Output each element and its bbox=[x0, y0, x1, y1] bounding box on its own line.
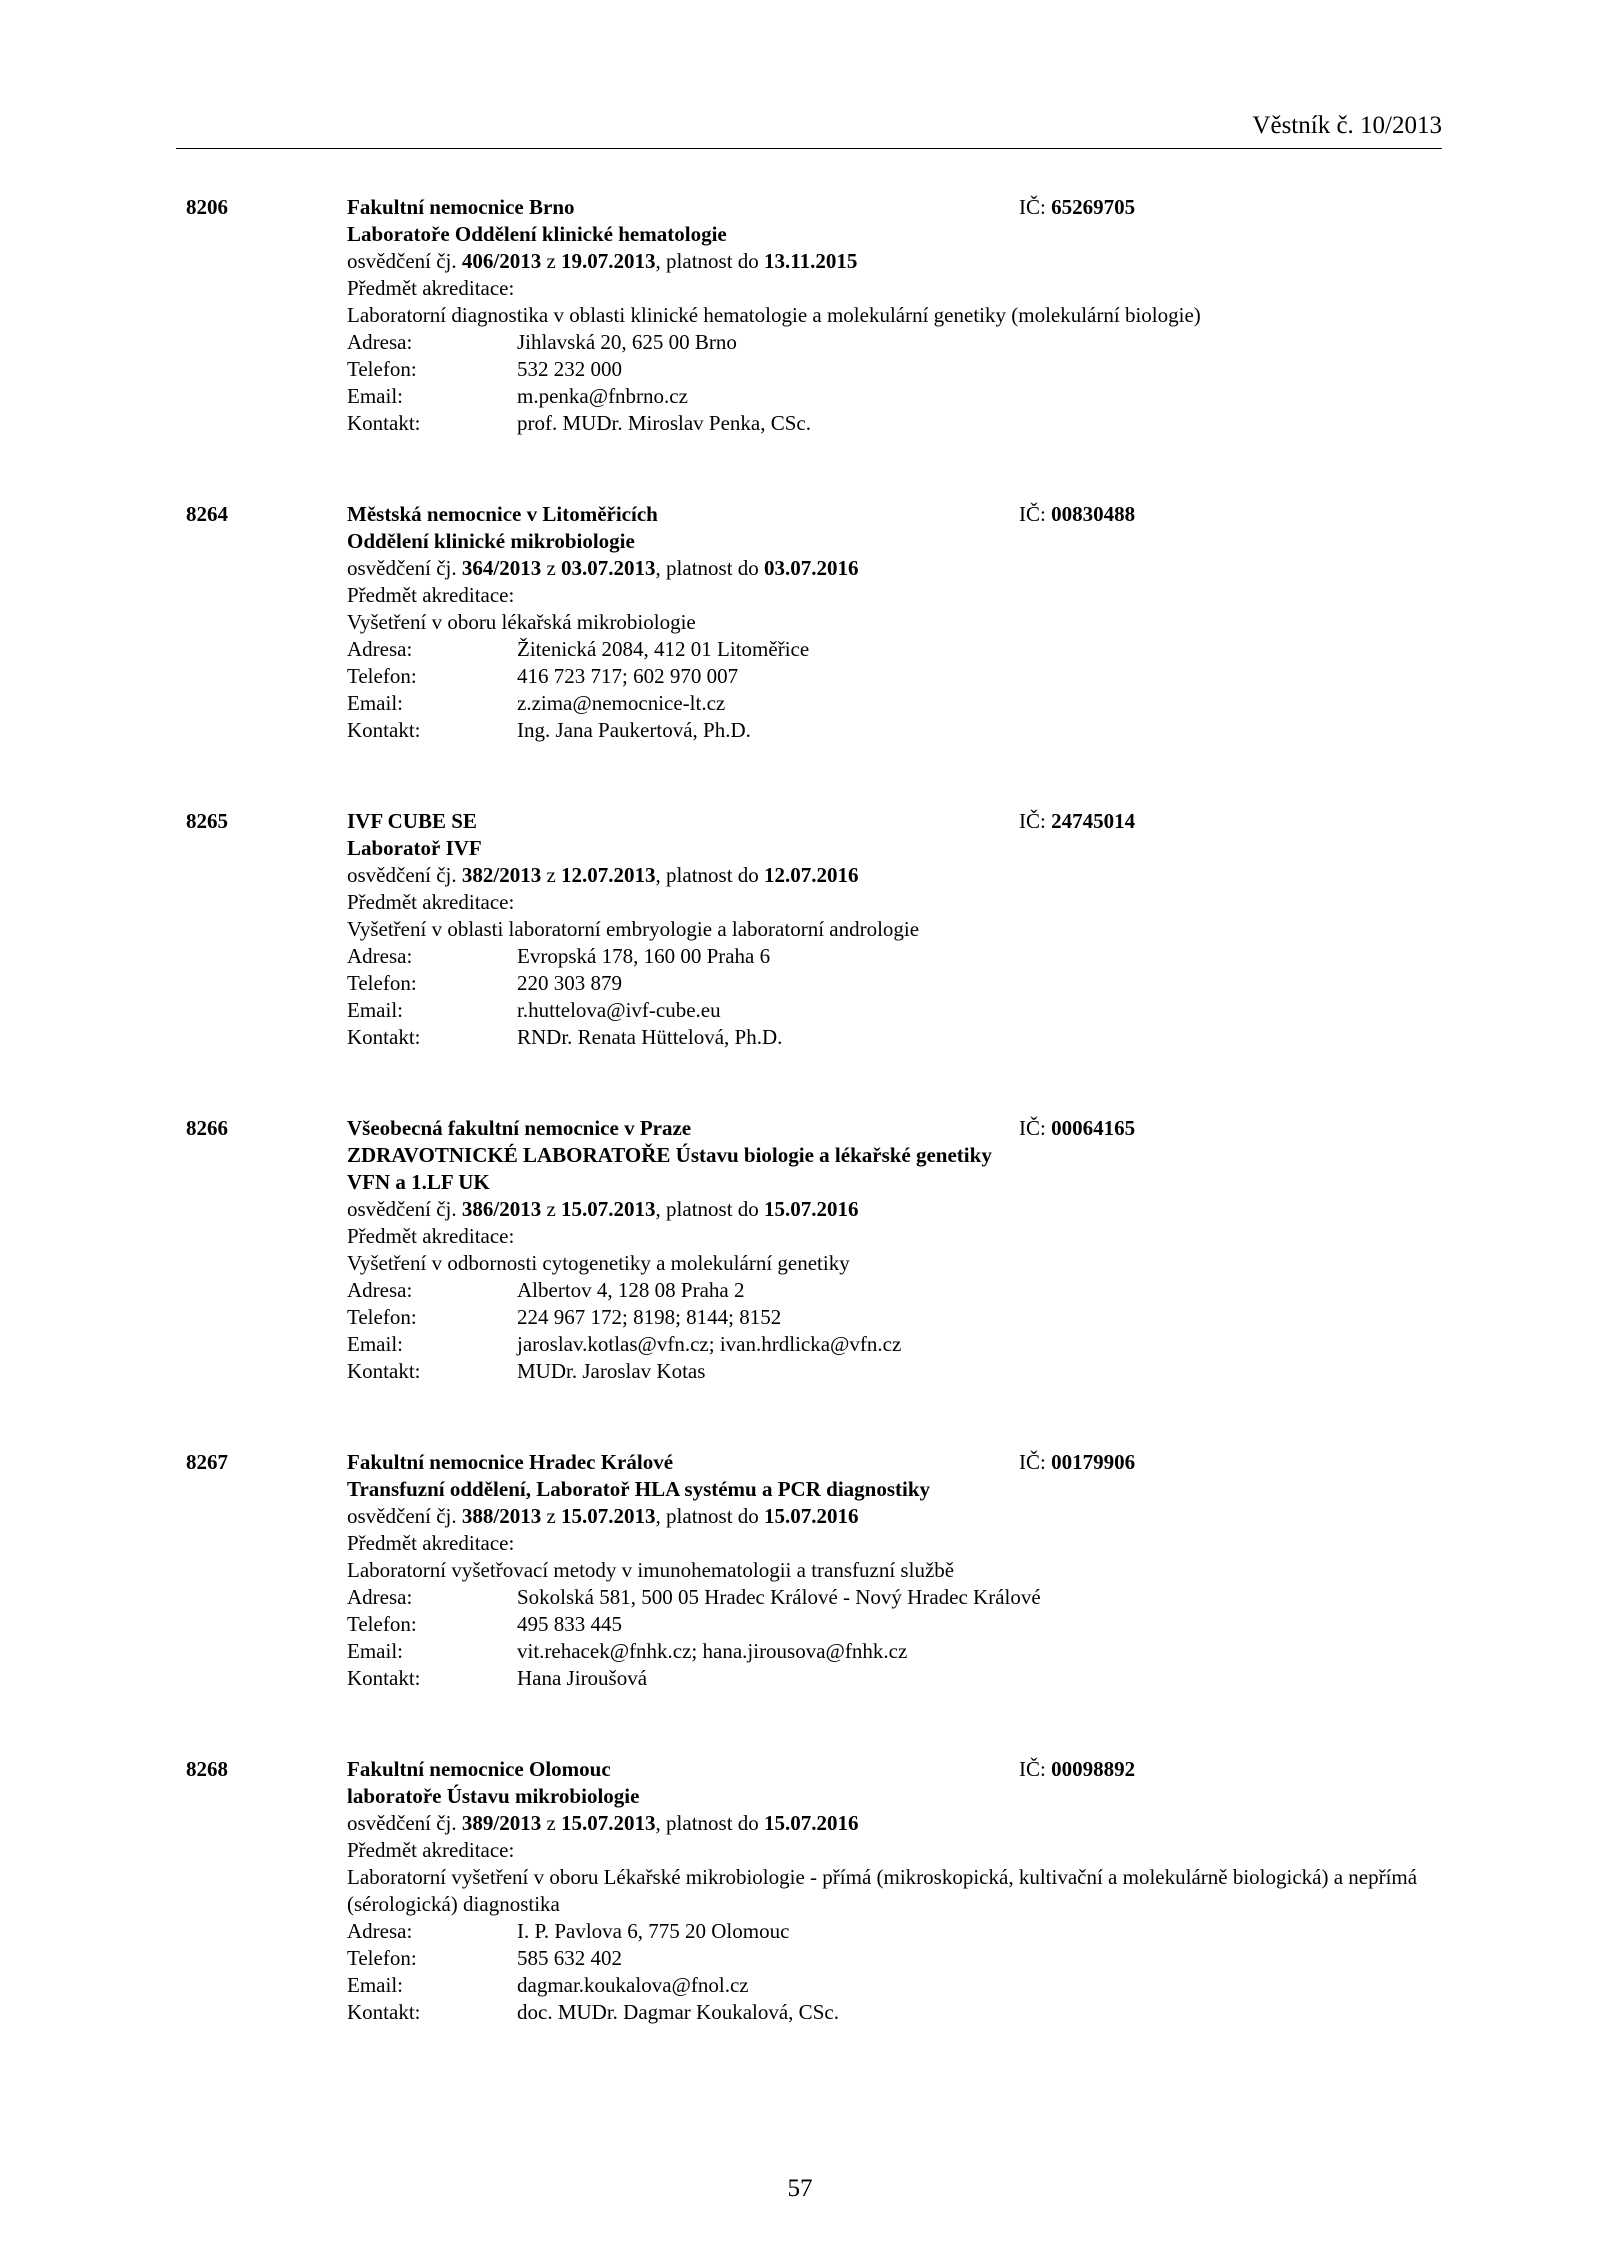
organization-name: Fakultní nemocnice Brno bbox=[347, 195, 575, 219]
phone-label: Telefon: bbox=[347, 357, 417, 381]
address-label: Adresa: bbox=[347, 330, 413, 354]
ico-value: 65269705 bbox=[1051, 195, 1136, 219]
email-row bbox=[347, 383, 1447, 410]
address-value: I. P. Pavlova 6, 775 20 Olomouc bbox=[517, 1919, 790, 1943]
cert-number: 364/2013 bbox=[461, 556, 542, 580]
entry-body bbox=[347, 1449, 1447, 1692]
contact-row bbox=[347, 1024, 1447, 1051]
subject-label: Předmět akreditace: bbox=[347, 1838, 515, 1862]
contact-row bbox=[347, 717, 1447, 744]
phone-label: Telefon: bbox=[347, 1612, 417, 1636]
contact-value: RNDr. Renata Hüttelová, Ph.D. bbox=[517, 1025, 783, 1049]
phone-value: 220 303 879 bbox=[517, 971, 622, 995]
phone-label: Telefon: bbox=[347, 1305, 417, 1329]
organization-name: Všeobecná fakultní nemocnice v Praze bbox=[347, 1116, 692, 1140]
entry-title-row bbox=[347, 501, 1447, 555]
accreditation-entry bbox=[186, 1115, 1486, 1385]
accreditation-entry bbox=[186, 194, 1486, 437]
phone-value: 224 967 172; 8198; 8144; 8152 bbox=[517, 1305, 782, 1329]
ico-field bbox=[1019, 1115, 1135, 1142]
entry-title-row bbox=[347, 1756, 1447, 1810]
phone-row bbox=[347, 1304, 1447, 1331]
cert-date: 12.07.2013 bbox=[561, 863, 656, 887]
contact-row bbox=[347, 1358, 1447, 1385]
address-row bbox=[347, 329, 1447, 356]
contact-row bbox=[347, 1999, 1447, 2026]
address-label: Adresa: bbox=[347, 637, 413, 661]
organization-name: IVF CUBE SE bbox=[347, 809, 477, 833]
accreditation-entry bbox=[186, 1756, 1486, 2026]
date-prefix: z bbox=[546, 249, 556, 273]
ico-label: IČ: bbox=[1019, 1757, 1046, 1781]
phone-label: Telefon: bbox=[347, 1946, 417, 1970]
entry-number: 8268 bbox=[186, 1757, 228, 1781]
entry-number: 8267 bbox=[186, 1450, 228, 1474]
address-label: Adresa: bbox=[347, 1919, 413, 1943]
subject-text: Laboratorní vyšetřovací metody v imunohematologii a transfuzní službě bbox=[347, 1558, 955, 1582]
address-label: Adresa: bbox=[347, 944, 413, 968]
address-value: Albertov 4, 128 08 Praha 2 bbox=[517, 1278, 745, 1302]
ico-value: 00179906 bbox=[1051, 1450, 1136, 1474]
subject-label: Předmět akreditace: bbox=[347, 583, 515, 607]
email-row bbox=[347, 1972, 1447, 1999]
address-value: Evropská 178, 160 00 Praha 6 bbox=[517, 944, 771, 968]
cert-number: 386/2013 bbox=[461, 1197, 542, 1221]
date-prefix: z bbox=[546, 863, 556, 887]
entry-body bbox=[347, 194, 1447, 437]
validity-prefix: , platnost do bbox=[655, 1811, 759, 1835]
ico-field bbox=[1019, 501, 1135, 528]
address-value: Žitenická 2084, 412 01 Litoměřice bbox=[517, 637, 810, 661]
address-value: Jihlavská 20, 625 00 Brno bbox=[517, 330, 737, 354]
email-value: vit.rehacek@fnhk.cz; hana.jirousova@fnhk.cz bbox=[517, 1639, 908, 1663]
phone-row bbox=[347, 1945, 1447, 1972]
subject-text: Laboratorní diagnostika v oblasti klinické hematologie a molekulární genetiky (molekulární biologie) bbox=[347, 303, 1201, 327]
contact-label: Kontakt: bbox=[347, 411, 421, 435]
date-prefix: z bbox=[546, 556, 556, 580]
department-name: Transfuzní oddělení, Laboratoř HLA systému a PCR diagnostiky bbox=[347, 1477, 931, 1501]
department-name: Laboratoř IVF bbox=[347, 836, 482, 860]
cert-prefix: osvědčení čj. bbox=[347, 1197, 457, 1221]
contact-value: prof. MUDr. Miroslav Penka, CSc. bbox=[517, 411, 811, 435]
validity-prefix: , platnost do bbox=[655, 1504, 759, 1528]
subject-label: Předmět akreditace: bbox=[347, 1531, 515, 1555]
ico-field bbox=[1019, 1449, 1135, 1476]
subject-label: Předmět akreditace: bbox=[347, 890, 515, 914]
certificate-line bbox=[347, 1810, 1447, 1837]
entry-number: 8265 bbox=[186, 809, 228, 833]
cert-number: 382/2013 bbox=[461, 863, 542, 887]
valid-until: 15.07.2016 bbox=[764, 1504, 859, 1528]
subject-text: Vyšetření v oblasti laboratorní embryologie a laboratorní andrologie bbox=[347, 917, 920, 941]
contact-value: MUDr. Jaroslav Kotas bbox=[517, 1359, 706, 1383]
bulletin-title: Věstník č. 10/2013 bbox=[1252, 112, 1442, 139]
email-label: Email: bbox=[347, 384, 403, 408]
certificate-line bbox=[347, 1196, 1447, 1223]
accreditation-entry bbox=[186, 501, 1486, 744]
entry-body bbox=[347, 808, 1447, 1051]
valid-until: 13.11.2015 bbox=[764, 249, 858, 273]
email-value: z.zima@nemocnice-lt.cz bbox=[517, 691, 726, 715]
ico-label: IČ: bbox=[1019, 502, 1046, 526]
subject-label: Předmět akreditace: bbox=[347, 276, 515, 300]
address-row bbox=[347, 1584, 1447, 1611]
email-label: Email: bbox=[347, 1332, 403, 1356]
cert-prefix: osvědčení čj. bbox=[347, 556, 457, 580]
date-prefix: z bbox=[546, 1197, 556, 1221]
ico-value: 24745014 bbox=[1051, 809, 1136, 833]
address-value: Sokolská 581, 500 05 Hradec Králové - Nový Hradec Králové bbox=[517, 1585, 1041, 1609]
phone-label: Telefon: bbox=[347, 971, 417, 995]
certificate-line bbox=[347, 1503, 1447, 1530]
entry-title-row bbox=[347, 1449, 1447, 1503]
email-label: Email: bbox=[347, 1973, 403, 1997]
organization-name: Fakultní nemocnice Olomouc bbox=[347, 1757, 611, 1781]
valid-until: 12.07.2016 bbox=[764, 863, 859, 887]
ico-value: 00098892 bbox=[1051, 1757, 1136, 1781]
contact-row bbox=[347, 410, 1447, 437]
contact-label: Kontakt: bbox=[347, 1359, 421, 1383]
address-label: Adresa: bbox=[347, 1585, 413, 1609]
cert-prefix: osvědčení čj. bbox=[347, 1504, 457, 1528]
phone-row bbox=[347, 1611, 1447, 1638]
email-value: dagmar.koukalova@fnol.cz bbox=[517, 1973, 749, 1997]
organization-name: Městská nemocnice v Litoměřicích bbox=[347, 502, 658, 526]
subject-label: Předmět akreditace: bbox=[347, 1224, 515, 1248]
cert-prefix: osvědčení čj. bbox=[347, 1811, 457, 1835]
ico-value: 00830488 bbox=[1051, 502, 1136, 526]
cert-date: 19.07.2013 bbox=[561, 249, 656, 273]
date-prefix: z bbox=[546, 1504, 556, 1528]
cert-number: 406/2013 bbox=[461, 249, 542, 273]
cert-date: 15.07.2013 bbox=[561, 1504, 656, 1528]
entry-number: 8206 bbox=[186, 195, 228, 219]
certificate-line bbox=[347, 555, 1447, 582]
valid-until: 15.07.2016 bbox=[764, 1197, 859, 1221]
entry-number: 8266 bbox=[186, 1116, 228, 1140]
date-prefix: z bbox=[546, 1811, 556, 1835]
phone-value: 532 232 000 bbox=[517, 357, 622, 381]
cert-date: 03.07.2013 bbox=[561, 556, 656, 580]
email-row bbox=[347, 1331, 1447, 1358]
address-row bbox=[347, 1918, 1447, 1945]
ico-field bbox=[1019, 1756, 1135, 1783]
entry-title-row bbox=[347, 808, 1447, 862]
validity-prefix: , platnost do bbox=[655, 556, 759, 580]
cert-number: 388/2013 bbox=[461, 1504, 542, 1528]
contact-row bbox=[347, 1665, 1447, 1692]
entry-title-row bbox=[347, 1115, 1447, 1196]
contact-value: Hana Jiroušová bbox=[517, 1666, 648, 1690]
address-label: Adresa: bbox=[347, 1278, 413, 1302]
ico-field bbox=[1019, 194, 1135, 221]
entry-number: 8264 bbox=[186, 502, 228, 526]
organization-name: Fakultní nemocnice Hradec Králové bbox=[347, 1450, 674, 1474]
phone-value: 585 632 402 bbox=[517, 1946, 622, 1970]
entry-title-row bbox=[347, 194, 1447, 248]
email-row bbox=[347, 690, 1447, 717]
email-label: Email: bbox=[347, 1639, 403, 1663]
cert-number: 389/2013 bbox=[461, 1811, 542, 1835]
validity-prefix: , platnost do bbox=[655, 249, 759, 273]
subject-text: Vyšetření v oboru lékařská mikrobiologie bbox=[347, 610, 696, 634]
phone-label: Telefon: bbox=[347, 664, 417, 688]
certificate-line bbox=[347, 862, 1447, 889]
phone-row bbox=[347, 356, 1447, 383]
contact-label: Kontakt: bbox=[347, 718, 421, 742]
email-row bbox=[347, 1638, 1447, 1665]
contact-label: Kontakt: bbox=[347, 1666, 421, 1690]
email-label: Email: bbox=[347, 998, 403, 1022]
phone-row bbox=[347, 663, 1447, 690]
subject-text: Vyšetření v odbornosti cytogenetiky a molekulární genetiky bbox=[347, 1251, 850, 1275]
ico-label: IČ: bbox=[1019, 809, 1046, 833]
email-label: Email: bbox=[347, 691, 403, 715]
address-row bbox=[347, 943, 1447, 970]
ico-value: 00064165 bbox=[1051, 1116, 1136, 1140]
entry-body bbox=[347, 1115, 1447, 1385]
address-row bbox=[347, 636, 1447, 663]
ico-label: IČ: bbox=[1019, 1116, 1046, 1140]
accreditation-entry bbox=[186, 1449, 1486, 1692]
phone-value: 416 723 717; 602 970 007 bbox=[517, 664, 739, 688]
address-row bbox=[347, 1277, 1447, 1304]
subject-text: Laboratorní vyšetření v oboru Lékařské mikrobiologie - přímá (mikroskopická, kultivační a molekulárně biologická) a nepřímá (sérologická) diagnostika bbox=[347, 1865, 1418, 1916]
valid-until: 15.07.2016 bbox=[764, 1811, 859, 1835]
validity-prefix: , platnost do bbox=[655, 863, 759, 887]
certificate-line bbox=[347, 248, 1447, 275]
validity-prefix: , platnost do bbox=[655, 1197, 759, 1221]
page-number: 57 bbox=[787, 2175, 813, 2202]
contact-label: Kontakt: bbox=[347, 2000, 421, 2024]
contact-value: Ing. Jana Paukertová, Ph.D. bbox=[517, 718, 751, 742]
email-row bbox=[347, 997, 1447, 1024]
cert-date: 15.07.2013 bbox=[561, 1197, 656, 1221]
phone-row bbox=[347, 970, 1447, 997]
cert-prefix: osvědčení čj. bbox=[347, 249, 457, 273]
entry-body bbox=[347, 501, 1447, 744]
phone-value: 495 833 445 bbox=[517, 1612, 622, 1636]
department-name: Oddělení klinické mikrobiologie bbox=[347, 529, 635, 553]
accreditation-entry bbox=[186, 808, 1486, 1051]
ico-field bbox=[1019, 808, 1135, 835]
page-header bbox=[176, 110, 1442, 149]
entry-list bbox=[186, 194, 1486, 2090]
email-value: jaroslav.kotlas@vfn.cz; ivan.hrdlicka@vfn.cz bbox=[517, 1332, 902, 1356]
email-value: r.huttelova@ivf-cube.eu bbox=[517, 998, 721, 1022]
ico-label: IČ: bbox=[1019, 195, 1046, 219]
department-name: laboratoře Ústavu mikrobiologie bbox=[347, 1784, 640, 1808]
entry-body bbox=[347, 1756, 1447, 2026]
email-value: m.penka@fnbrno.cz bbox=[517, 384, 688, 408]
department-name: Laboratoře Oddělení klinické hematologie bbox=[347, 222, 727, 246]
valid-until: 03.07.2016 bbox=[764, 556, 859, 580]
contact-value: doc. MUDr. Dagmar Koukalová, CSc. bbox=[517, 2000, 839, 2024]
contact-label: Kontakt: bbox=[347, 1025, 421, 1049]
cert-date: 15.07.2013 bbox=[561, 1811, 656, 1835]
department-name: ZDRAVOTNICKÉ LABORATOŘE Ústavu biologie a lékařské genetiky VFN a 1.LF UK bbox=[347, 1143, 992, 1194]
ico-label: IČ: bbox=[1019, 1450, 1046, 1474]
cert-prefix: osvědčení čj. bbox=[347, 863, 457, 887]
